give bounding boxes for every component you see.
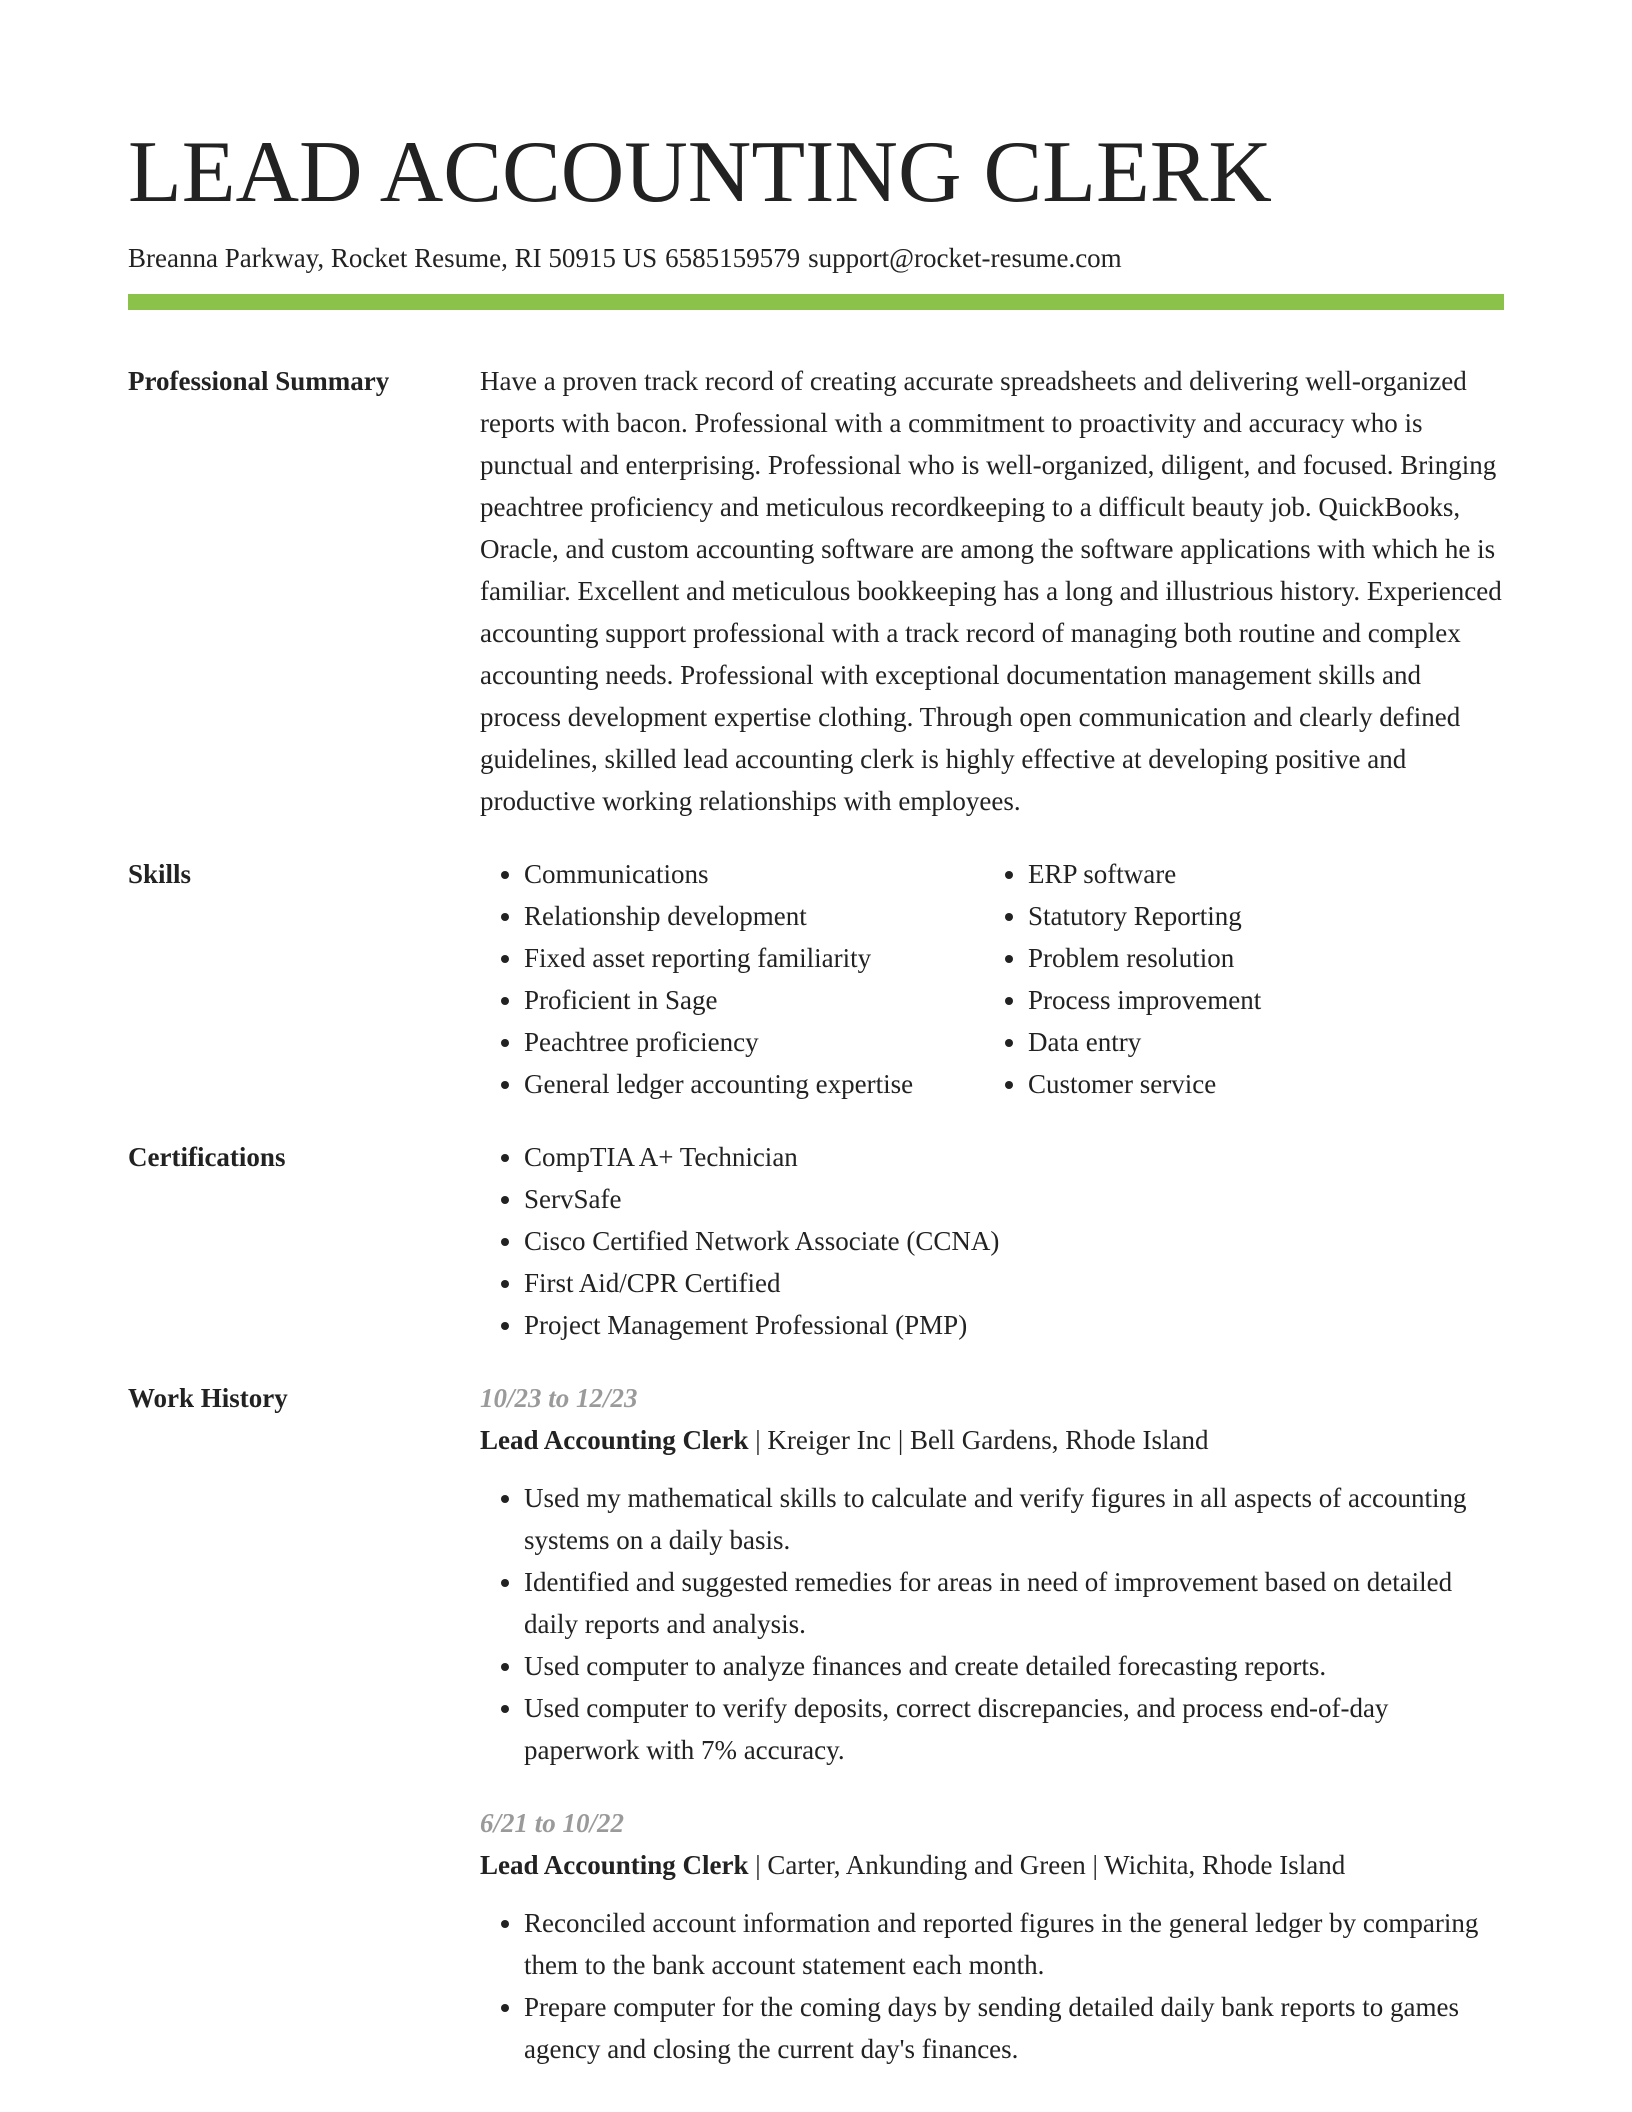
job-duty-item: • Identified and suggested remedies for areas in need of improvement based on detailed daily reports and analysis. [524,1561,1504,1645]
skill-item: • Data entry [1028,1021,1528,1063]
work-history-entries [480,1377,1504,2070]
resume-page [128,118,1504,2070]
skill-item: • Statutory Reporting [1028,895,1528,937]
job-duty-item: • Used my mathematical skills to calculate and verify figures in all aspects of accounting systems on a daily basis. [524,1477,1504,1561]
certification-item: • Cisco Certified Network Associate (CCNA) [524,1220,1504,1262]
resume-title: LEAD ACCOUNTING CLERK [128,124,1272,221]
skill-item: • Problem resolution [1028,937,1528,979]
contact-phone: 6585159579 [665,243,801,273]
skill-item: • Customer service [1028,1063,1528,1105]
job-duties-list [480,1477,1504,1771]
certifications-section [128,1136,1504,1346]
skills-list-left [480,853,984,1105]
summary-text: Have a proven track record of creating accurate spreadsheets and delivering well-organized reports with bacon. Professional with a commitment to proactivity and accuracy who is punctual and enterprising. Professional who is well-organized, diligent, and focused. Bringing peachtree proficiency and meticulous recordkeeping to a difficult beauty job. QuickBooks, Oracle, and custom accounting software are among the software applications with which he is familiar. Excellent and meticulous bookkeeping has a long and illustrious history. Experienced accounting support professional with a track record of managing both routine and complex accounting needs. Professional with exceptional documentation management skills and process development expertise clothing. Through open communication and clearly defined guidelines, skilled lead accounting clerk is highly effective at developing positive and productive working relationships with employees. [480,366,1502,816]
skill-item: • Process improvement [1028,979,1528,1021]
certifications-list [480,1136,1504,1346]
contact-line [128,238,1504,278]
contact-address: Breanna Parkway, Rocket Resume, RI 50915 US [128,243,658,273]
job-duty-item: • Used computer to verify deposits, correct discrepancies, and process end-of-day paperwork with 7% accuracy. [524,1687,1504,1771]
skill-item: • Relationship development [524,895,984,937]
job-employer-location: | Carter, Ankunding and Green | Wichita, Rhode Island [748,1850,1346,1880]
skill-item: • ERP software [1028,853,1528,895]
skill-item: • Proficient in Sage [524,979,984,1021]
skill-item: • Communications [524,853,984,895]
job-duty-item: • Used computer to analyze finances and create detailed forecasting reports. [524,1645,1504,1687]
job-employer-location: | Kreiger Inc | Bell Gardens, Rhode Island [748,1425,1209,1455]
contact-email: support@rocket-resume.com [808,243,1122,273]
job-dates: 6/21 to 10/22 [480,1808,625,1838]
job-duty-item: • Prepare computer for the coming days by sending detailed daily bank reports to games agency and closing the current day's finances. [524,1986,1504,2070]
job-heading [480,1419,1504,1461]
certification-item: • Project Management Professional (PMP) [524,1304,1504,1346]
summary-section [128,360,1504,822]
job-duties-list [480,1902,1504,2070]
job-entry [480,1802,1504,2070]
job-duty-item: • Reconciled account information and reported figures in the general ledger by comparing them to the bank account statement each month. [524,1902,1504,1986]
certification-item: • ServSafe [524,1178,1504,1220]
job-heading [480,1844,1504,1886]
skill-item: • Peachtree proficiency [524,1021,984,1063]
skills-heading: Skills [128,859,192,889]
skill-item: • Fixed asset reporting familiarity [524,937,984,979]
work-history-heading: Work History [128,1383,288,1413]
work-history-section [128,1377,1504,2070]
certification-item: • First Aid/CPR Certified [524,1262,1504,1304]
header-divider [128,294,1504,310]
job-title: Lead Accounting Clerk [480,1425,749,1455]
skill-item: • General ledger accounting expertise [524,1063,984,1105]
skills-section [128,853,1504,1105]
job-dates: 10/23 to 12/23 [480,1383,638,1413]
summary-heading: Professional Summary [128,366,390,396]
certification-item: • CompTIA A+ Technician [524,1136,1504,1178]
job-entry [480,1377,1504,1771]
skills-list-right [984,853,1528,1105]
certifications-heading: Certifications [128,1142,286,1172]
job-title: Lead Accounting Clerk [480,1850,749,1880]
